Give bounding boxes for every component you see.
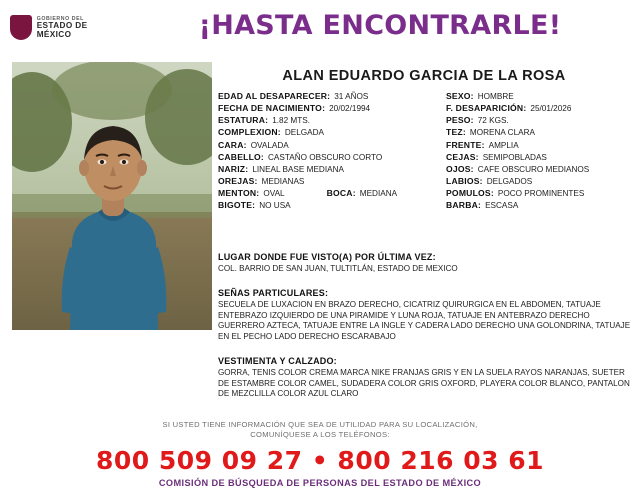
detail-row [218,153,632,163]
label-fecha-desaparicion: F. DESAPARICIÓN: [446,103,527,114]
detail-row [218,92,632,102]
detail-row [218,201,632,211]
detail-row [218,116,632,126]
poster-footer [0,420,640,488]
value-boca: MEDIANA [359,189,398,198]
value-fecha-nacimiento: 20/02/1994 [329,104,371,114]
value-cara: OVALADA [250,140,289,150]
section-marks-body: SECUELA DE LUXACION EN BRAZO DERECHO, CICATRIZ QUIRURGICA EN EL ABDOMEN, TATUAJE ENTEBRAZO IZQUIERDO DE UNA PIRAMIDE Y LUNA ROJA, TATUAJE EN ANTEBRAZO DERECHO GUERRERO AZTECA, TATUAJE ENTRE LA INGLE Y CADERA LADO DERECHO UNA GOLONDRINA, TATUAJE EN EL PECHO LADO DERECHO ESCARABAJO [218,300,631,342]
detail-row [218,104,632,114]
person-name: ALAN EDUARDO GARCIA DE LA ROSA [282,68,566,84]
value-frente: AMPLIA [488,140,519,150]
label-barba: BARBA: [446,200,482,211]
value-ojos: CAFE OBSCURO MEDIANOS [477,164,590,174]
logo-line-1: GOBIERNO DEL [36,15,84,22]
value-estatura: 1.82 MTS. [272,116,310,126]
value-cabello: CASTAÑO OBSCURO CORTO [268,152,383,162]
page-title: ¡HASTA ENCONTRARLE! [198,10,562,41]
detail-row [218,165,632,175]
label-sexo: SEXO: [446,91,474,101]
label-frente: FRENTE: [446,139,485,150]
label-orejas: OREJAS: [218,175,258,186]
organization-name: COMISIÓN DE BÚSQUEDA DE PERSONAS DEL ESTADO DE MÉXICO [158,477,482,488]
section-last-seen-body: COL. BARRIO DE SAN JUAN, TULTITLÁN, ESTADO DE MEXICO [218,264,458,273]
label-estatura: ESTATURA: [218,115,269,126]
label-boca: BOCA: [326,188,356,198]
detail-row [218,141,632,151]
value-tez: MORENA CLARA [469,128,535,138]
label-labios: LABIOS: [446,175,483,186]
label-tez: TEZ: [446,127,466,138]
section-clothing [218,356,632,400]
value-menton: OVAL [263,189,285,198]
shield-icon [10,15,33,41]
value-labios: DELGADOS [486,176,533,186]
label-fecha-nacimiento: FECHA DE NACIMIENTO: [218,103,326,114]
label-pomulos: POMULOS: [446,188,494,198]
value-pomulos: POCO PROMINENTES [497,189,585,198]
label-nariz: NARIZ: [218,163,249,174]
value-fecha-desaparicion: 25/01/2026 [530,104,572,114]
value-cejas: SEMIPOBLADAS [482,152,547,162]
label-ojos: OJOS: [446,163,474,174]
section-last-seen [218,252,632,275]
section-last-seen-title: LUGAR DONDE FUE VISTO(A) POR ÚLTIMA VEZ: [218,252,436,262]
label-peso: PESO: [446,115,474,126]
section-clothing-body: GORRA, TENIS COLOR CREMA MARCA NIKE FRANJAS GRIS Y EN LA SUELA RAYOS NARANJAS, SUETER DE ESTAMBRE COLOR CAMEL, SUDADERA COLOR GRIS OXFORD, PLAYERA COLOR BLANCO, PANTALON DE MEZCLILLA COLOR AZUL CLARO [218,368,630,399]
detail-row [218,189,632,199]
label-cabello: CABELLO: [218,151,264,162]
value-edad: 31 AÑOS [334,92,369,101]
value-orejas: MEDIANAS [261,176,305,186]
contact-note-line-2: COMUNÍQUESE A LOS TELÉFONOS: [250,430,390,440]
section-clothing-title: VESTIMENTA Y CALZADO: [218,356,337,366]
section-distinguishing-marks [218,288,632,343]
value-bigote: NO USA [259,201,291,211]
label-complexion: COMPLEXION: [218,127,281,138]
value-peso: 72 KGS. [477,116,509,126]
section-marks-title: SEÑAS PARTICULARES: [218,288,329,298]
missing-person-photo [12,62,212,330]
value-complexion: DELGADA [284,128,324,138]
label-edad: EDAD AL DESAPARECER: [218,91,331,101]
detail-row [218,177,632,187]
label-menton: MENTON: [218,188,260,198]
government-logo [10,8,120,48]
label-cara: CARA: [218,139,247,150]
label-bigote: BIGOTE: [218,200,256,211]
contact-note-line-1: SI USTED TIENE INFORMACIÓN QUE SEA DE UTILIDAD PARA SU LOCALIZACIÓN, [162,420,478,429]
person-details-table [218,92,632,213]
contact-phone-numbers[interactable]: 800 509 09 27 • 800 216 03 61 [95,445,544,475]
value-nariz: LINEAL BASE MEDIANA [252,164,344,174]
detail-row [218,128,632,138]
value-barba: ESCASA [485,201,519,211]
logo-line-2: ESTADO DE MÉXICO [36,21,88,39]
poster-header [0,0,640,56]
value-sexo: HOMBRE [477,92,514,101]
label-cejas: CEJAS: [446,151,479,162]
